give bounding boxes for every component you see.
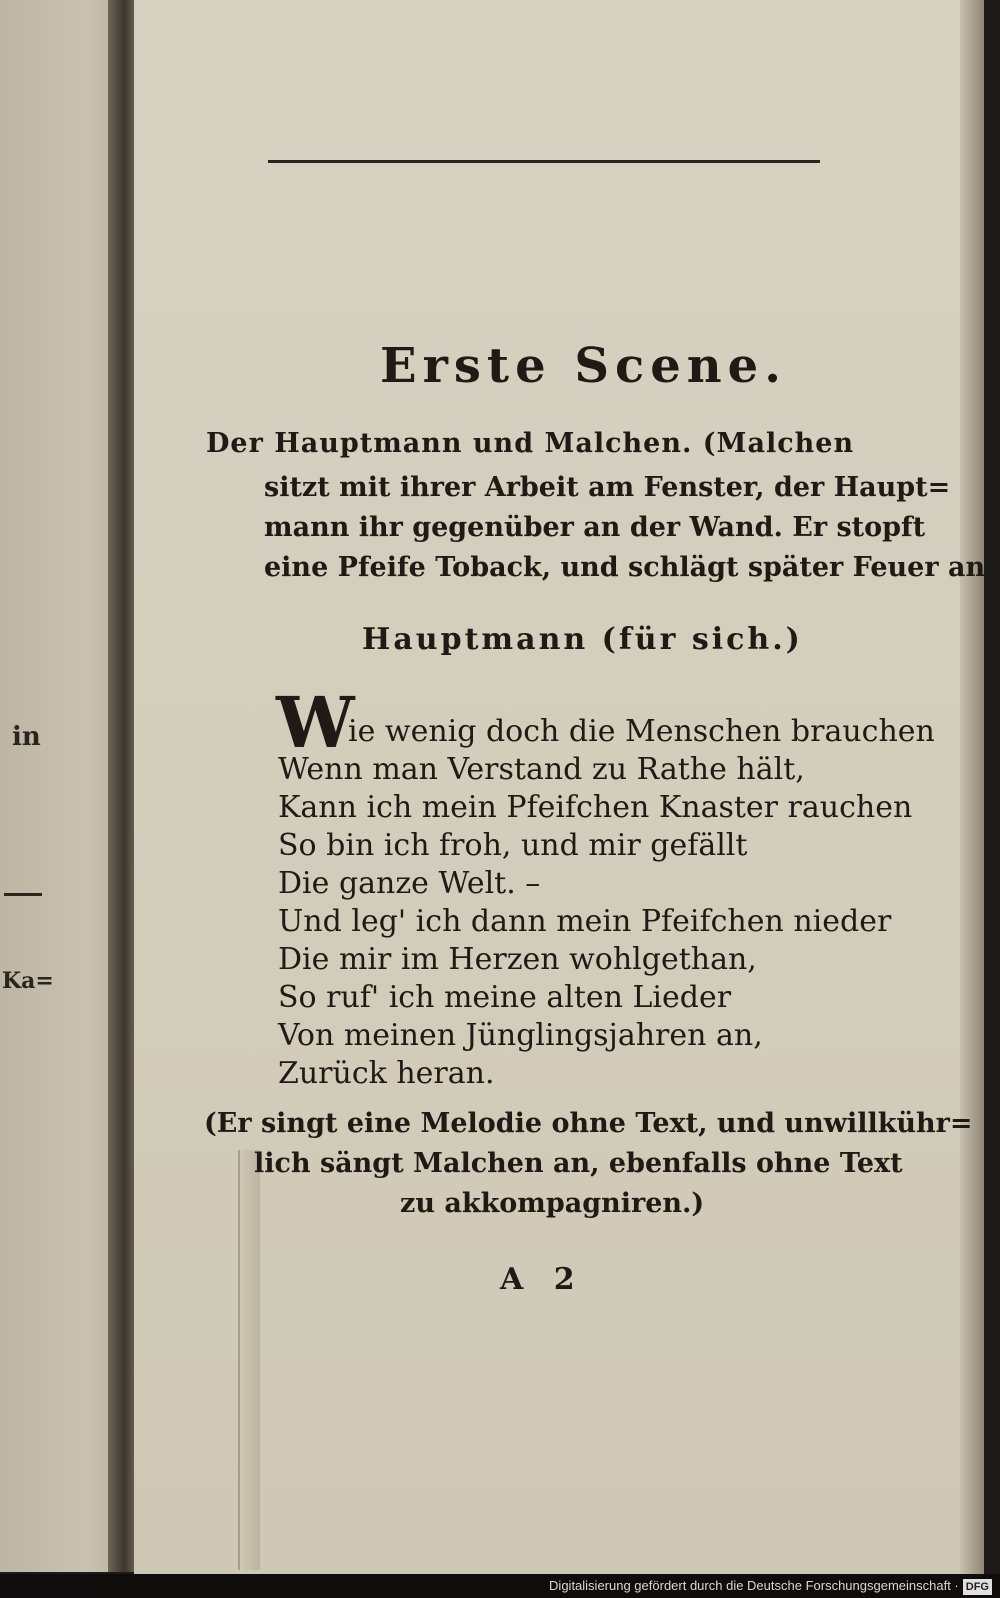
credit-text: Digitalisierung gefördert durch die Deutsche Forschungsgemeinschaft · [549,1578,959,1593]
verse-line: Die ganze Welt. – [278,866,541,901]
dfg-logo-icon: DFG [963,1579,992,1595]
left-page-fragment: in [12,722,41,752]
verse-line: So ruf' ich meine alten Lieder [278,980,732,1015]
stage-direction-line: eine Pfeife Toback, und schlägt später Feuer an. [264,552,995,583]
verse-line: Die mir im Herzen wohlgethan, [278,942,757,977]
left-page-rule [4,893,42,896]
header-rule [268,160,820,163]
book-page [134,0,977,1574]
stage-direction-line: sitzt mit ihrer Arbeit am Fenster, der Haupt= [264,472,951,503]
stage-direction-line: (Er singt eine Melodie ohne Text, und unwillkühr= [204,1108,973,1139]
verse-line: ie wenig doch die Menschen brauchen [348,714,935,749]
digitization-credit-bar [0,1574,1000,1598]
verse-line: Kann ich mein Pfeifchen Knaster rauchen [278,790,913,825]
page-edge [960,0,984,1574]
verse-line: So bin ich froh, und mir gefällt [278,828,748,863]
scene-title: Erste Scene. [380,338,787,394]
stage-direction-line: mann ihr gegenüber an der Wand. Er stopft [264,512,926,543]
speaker-heading: Hauptmann (für sich.) [362,622,803,657]
left-page-fragment: Ka= [2,968,54,994]
verse-line: Von meinen Jünglingsjahren an, [278,1018,763,1053]
stage-direction-line: Der Hauptmann und Malchen. (Malchen [206,428,855,459]
verse-line: Zurück heran. [278,1056,495,1091]
drop-cap: W [276,681,355,764]
verse-line: Und leg' ich dann mein Pfeifchen nieder [278,904,892,939]
stage-direction-line: zu akkompagniren.) [400,1188,705,1219]
verse-line: Wenn man Verstand zu Rathe hält, [278,752,805,787]
signature-mark: A 2 [500,1262,585,1297]
torn-page-edge [238,1150,260,1570]
stage-direction-line: lich sängt Malchen an, ebenfalls ohne Text [254,1148,903,1179]
